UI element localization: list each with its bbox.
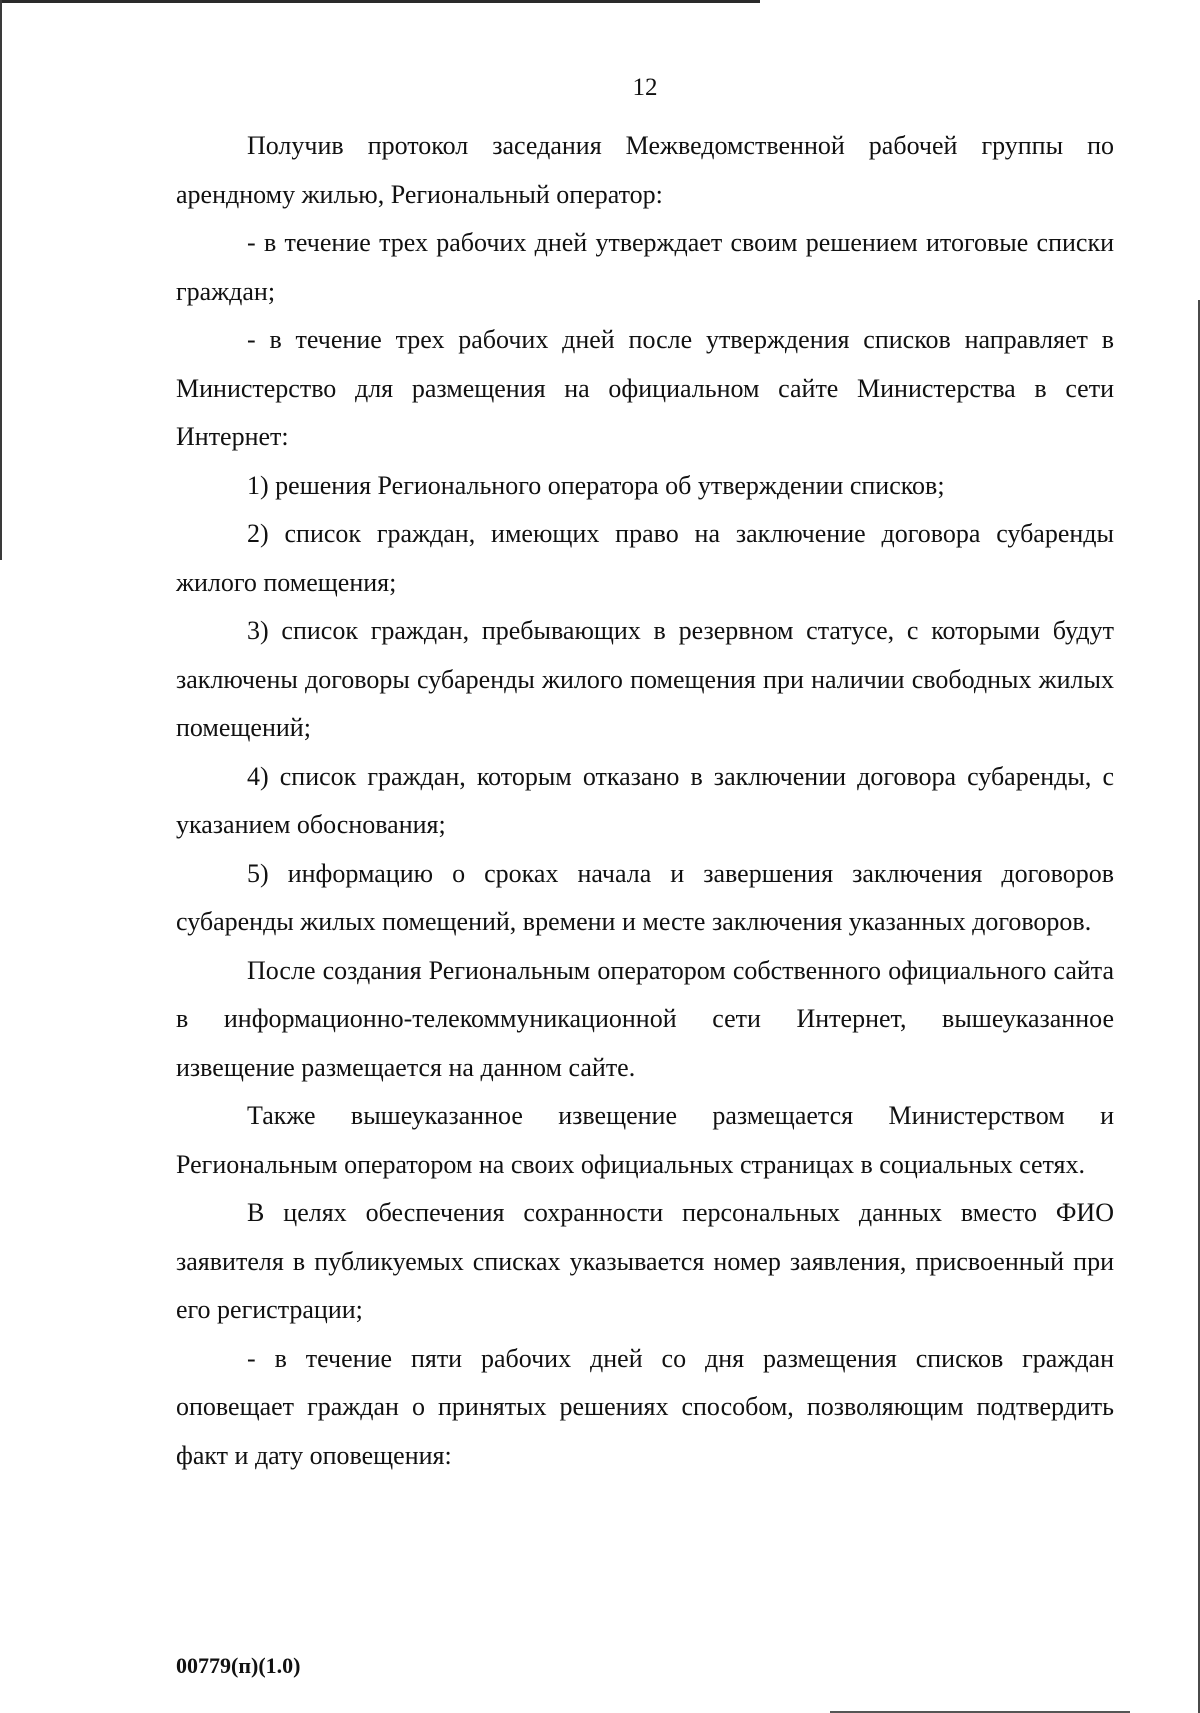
document-code: 00779(п)(1.0) [176,1653,301,1678]
paragraph: - в течение трех рабочих дней после утверждения списков направляет в Министерство для размещения на официальном сайте Министерства в сети Интернет: [176,325,1114,451]
paragraph: Получив протокол заседания Межведомственной рабочей группы по арендному жилью, Региональный оператор: [176,131,1114,209]
document-body [176,122,1114,1480]
paragraph: - в течение трех рабочих дней утверждает своим решением итоговые списки граждан; [176,228,1114,306]
scan-edge-top [0,0,760,3]
list-item: 3) список граждан, пребывающих в резервном статусе, с которыми будут заключены договоры субаренды жилого помещения при наличии свободных жилых помещений; [176,616,1114,742]
list-item: 2) список граждан, имеющих право на заключение договора субаренды жилого помещения; [176,519,1114,597]
page-number: 12 [632,74,658,101]
list-item: 5) информацию о сроках начала и завершения заключения договоров субаренды жилых помещений, времени и месте заключения указанных договоров. [176,858,1114,936]
paragraph: Также вышеуказанное извещение размещается Министерством и Региональным оператором на своих официальных страницах в социальных сетях. [176,1101,1114,1179]
paragraph: После создания Региональным оператором собственного официального сайта в информационно-телекоммуникационной сети Интернет, вышеуказанное извещение размещается на данном сайте. [176,955,1114,1082]
paragraph: - в течение пяти рабочих дней со дня размещения списков граждан оповещает граждан о принятых решениях способом, позволяющим подтвердить факт и дату оповещения: [176,1343,1114,1470]
list-item: 1) решения Регионального оператора об утверждении списков; [247,470,945,500]
paragraph: В целях обеспечения сохранности персональных данных вместо ФИО заявителя в публикуемых списках указывается номер заявления, присвоенный при его регистрации; [176,1198,1114,1324]
list-item: 4) список граждан, которым отказано в заключении договора субаренды, с указанием обоснования; [176,761,1114,839]
